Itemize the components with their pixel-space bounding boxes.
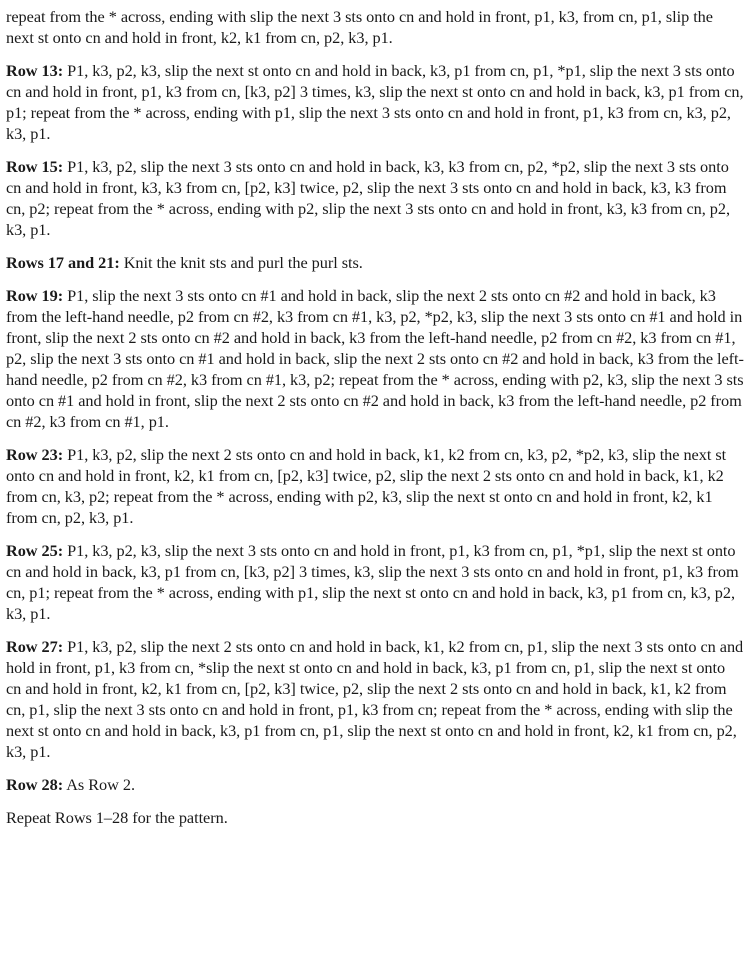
- row-13-paragraph: [6, 60, 744, 144]
- row-25-paragraph: [6, 540, 744, 624]
- row-instructions: P1, slip the next 3 sts onto cn #1 and hold in back, slip the next 2 sts onto cn #2 and hold in back, k3 from the left-hand needle, p2 from cn #2, k3 from cn #1, k3, p2, *p2, k3, slip the next 3 sts onto cn #1 and hold in front, slip the next 2 sts onto cn #2 and hold in back, k3 from the left-hand needle, p2 from cn #2, k3 from cn #1, p2, slip the next 3 sts onto cn #1 and hold in back, slip the next 2 sts onto cn #2 and hold in back, k3 from the left-hand needle, p2 from cn #2, k3 from cn #1, k3, p2; repeat from the * across, ending with p2, k3, slip the next 3 sts onto cn #1 and hold in front, slip the next 2 sts onto cn #2 and hold in back, k3 from the left-hand needle, p2 from cn #2, k3 from cn #1, p1.: [6, 286, 744, 431]
- row-instructions: P1, k3, p2, k3, slip the next 3 sts onto cn and hold in front, p1, k3 from cn, p1, *p1, slip the next st onto cn and hold in back, k3, p1 from cn, [k3, p2] 3 times, k3, slip the next 3 sts onto cn and hold in front, p1, k3 from cn, p1; repeat from the * across, ending with p1, slip the next st onto cn and hold in back, k3, p1 from cn, k3, p2, k3, p1.: [6, 541, 739, 623]
- row-instructions: P1, k3, p2, k3, slip the next st onto cn and hold in back, k3, p1 from cn, p1, *p1, slip the next 3 sts onto cn and hold in front, p1, k3 from cn, [k3, p2] 3 times, k3, slip the next st onto cn and hold in back, k3, p1 from cn, p1; repeat from the * across, ending with p1, slip the next 3 sts onto cn and hold in front, p1, k3 from cn, k3, p2, k3, p1.: [6, 61, 744, 143]
- row-23-paragraph: [6, 444, 744, 528]
- row-28-paragraph: [6, 774, 744, 795]
- continuation-paragraph: repeat from the * across, ending with slip the next 3 sts onto cn and hold in front, p1, k3, from cn, p1, slip the next st onto cn and hold in front, k2, k1 from cn, p2, k3, p1.: [6, 7, 713, 47]
- row-instructions: P1, k3, p2, slip the next 2 sts onto cn and hold in back, k1, k2 from cn, p1, slip the next 3 sts onto cn and hold in front, p1, k3 from cn, *slip the next st onto cn and hold in back, k3, p1 from cn, p1, slip the next st onto cn and hold in front, k2, k1 from cn, [p2, k3] twice, p2, slip the next 2 sts onto cn and hold in back, k1, k2 from cn, p1, slip the next 3 sts onto cn and hold in front, p1, k3 from cn; repeat from the * across, ending with slip the next st onto cn and hold in back, k3, p1 from cn, p1, slip the next st onto cn and hold in front, k2, k1 from cn, p2, k3, p1.: [6, 637, 744, 761]
- row-label: Row 27:: [6, 637, 64, 656]
- closing-paragraph: Repeat Rows 1–28 for the pattern.: [6, 808, 228, 827]
- row-instructions: As Row 2.: [63, 775, 135, 794]
- row-19-paragraph: [6, 285, 744, 432]
- row-label: Row 13:: [6, 61, 64, 80]
- row-27-paragraph: [6, 636, 744, 762]
- row-instructions: P1, k3, p2, slip the next 3 sts onto cn and hold in back, k3, k3 from cn, p2, *p2, slip the next 3 sts onto cn and hold in front, k3, k3 from cn, [p2, k3] twice, p2, slip the next 3 sts onto cn and hold in back, k3, k3 from cn, p2; repeat from the * across, ending with p2, slip the next 3 sts onto cn and hold in front, k3, k3 from cn, p2, k3, p1.: [6, 157, 731, 239]
- row-label: Row 15:: [6, 157, 64, 176]
- row-label: Rows 17 and 21:: [6, 253, 120, 272]
- row-label: Row 28:: [6, 775, 64, 794]
- row-instructions: P1, k3, p2, slip the next 2 sts onto cn and hold in back, k1, k2 from cn, k3, p2, *p2, k3, slip the next st onto cn and hold in front, k2, k1 from cn, [p2, k3] twice, p2, slip the next 2 sts onto cn and hold in back, k1, k2 from cn, k3, p2; repeat from the * across, ending with p2, k3, slip the next st onto cn and hold in front, k2, k1 from cn, p2, k3, p1.: [6, 445, 727, 527]
- row-15-paragraph: [6, 156, 744, 240]
- row-label: Row 19:: [6, 286, 64, 305]
- row-instructions: Knit the knit sts and purl the purl sts.: [119, 253, 363, 272]
- row-label: Row 23:: [6, 445, 64, 464]
- row-label: Row 25:: [6, 541, 64, 560]
- rows-17-21-paragraph: [6, 252, 744, 273]
